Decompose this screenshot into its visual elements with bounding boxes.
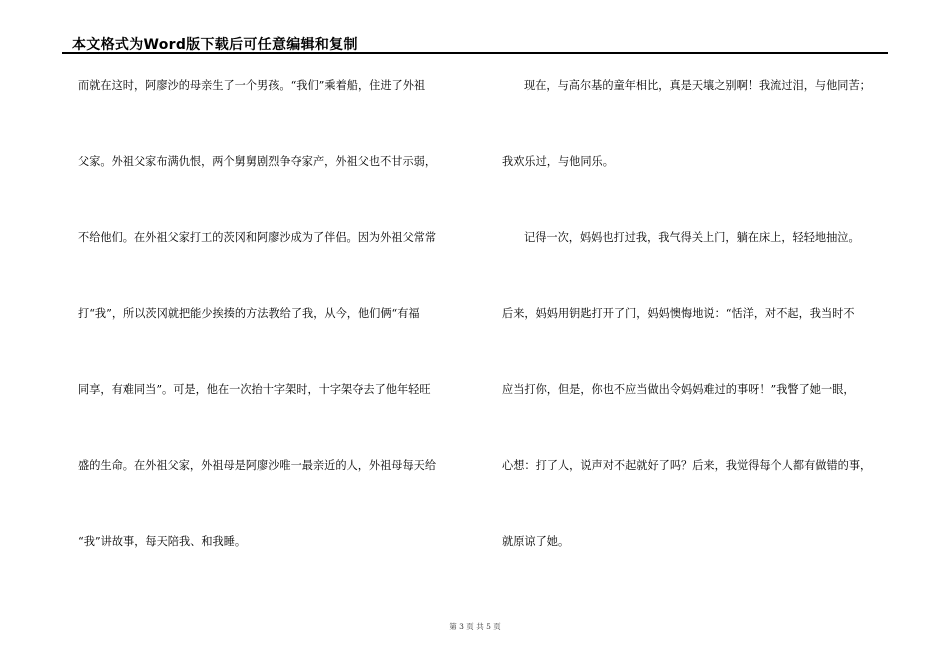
text-line: 心想：打了人，说声对不起就好了吗？后来，我觉得每个人都有做错的事， [502, 459, 872, 472]
text-line: 打“我”，所以茨冈就把能少挨揍的方法教给了我，从今，他们俩“有福 [78, 307, 420, 320]
text-line: 就原谅了她。 [502, 535, 570, 548]
text-line: 现在，与高尔基的童年相比，真是天壤之别啊！我流过泪，与他同苦； [524, 79, 871, 92]
text-line: 而就在这时，阿廖沙的母亲生了一个男孩。“我们”乘着船，住进了外祖 [78, 79, 426, 92]
text-line: “我”讲故事，每天陪我、和我睡。 [78, 535, 247, 548]
left-text-column [78, 78, 462, 550]
text-line: 后来，妈妈用钥匙打开了门，妈妈懊悔地说：“恬洋，对不起，我当时不 [502, 307, 855, 320]
text-line: 记得一次，妈妈也打过我，我气得关上门，躺在床上，轻轻地抽泣。 [524, 231, 860, 244]
text-line: 同享，有难同当”。可是，他在一次抬十字架时，十字架夺去了他年轻旺 [78, 383, 431, 396]
right-text-column [502, 78, 892, 550]
page-number-footer: 第 3 页 共 5 页 [449, 622, 501, 631]
text-line: 应当打你，但是，你也不应当做出令妈妈难过的事呀！”我瞥了她一眼， [502, 383, 855, 396]
text-line: 不给他们。在外祖父家打工的茨冈和阿廖沙成为了伴侣。因为外祖父常常 [78, 231, 437, 244]
text-line: 盛的生命。在外祖父家，外祖母是阿廖沙唯一最亲近的人，外祖母每天给 [78, 459, 437, 472]
text-line: 父家。外祖父家布满仇恨，两个舅舅剧烈争夺家产，外祖父也不甘示弱， [78, 155, 437, 168]
text-line: 我欢乐过，与他同乐。 [502, 155, 614, 168]
document-header-title: 本文格式为Word版下载后可任意编辑和复制 [72, 37, 358, 53]
header-divider [62, 52, 888, 54]
